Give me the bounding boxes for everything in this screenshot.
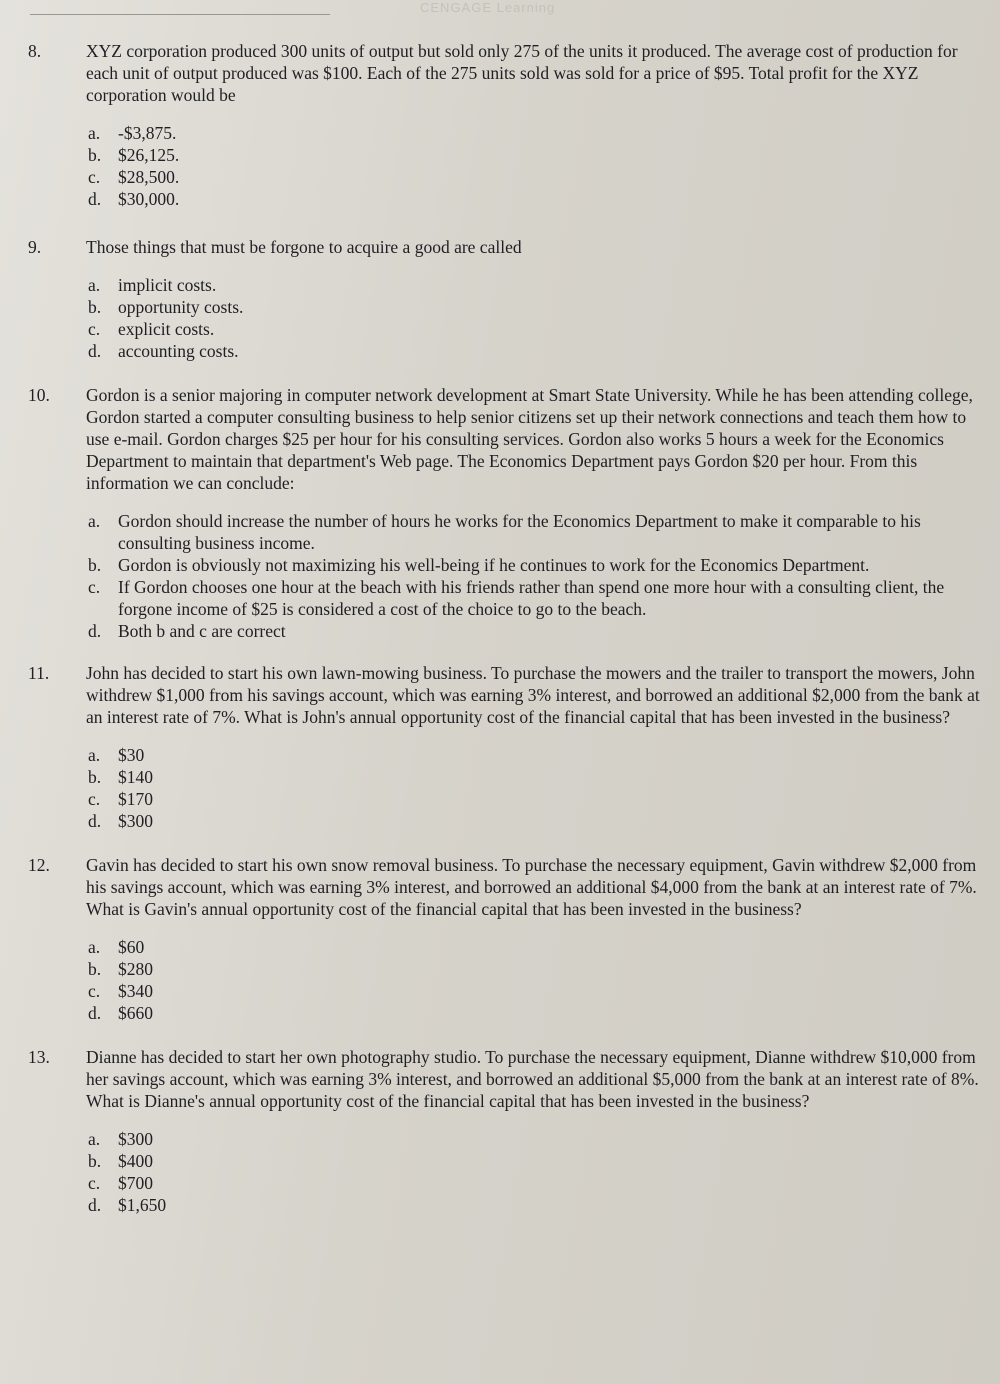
option-letter: b. xyxy=(88,297,102,317)
option-text: opportunity costs. xyxy=(118,297,244,317)
option-text: $280 xyxy=(118,959,153,979)
option-letter: a. xyxy=(88,511,101,531)
option-letter: c. xyxy=(88,1173,101,1193)
answer-option-d[interactable] xyxy=(86,340,983,362)
question-text: Gavin has decided to start his own snow removal business. To purchase the necessary equipment, Gavin withdrew $2,000 from his savings account, which was earning 3% interest, and borrowed an additional $4,000 from the bank at an interest rate of 7%. What is Gavin's annual opportunity cost of the financial capital that has been invested in the business? xyxy=(86,855,977,919)
answer-option-a[interactable] xyxy=(86,510,983,554)
question-text: XYZ corporation produced 300 units of output but sold only 275 of the units it produced. The average cost of production for each unit of output produced was $100. Each of the 275 units sold was sold for a price of $95. Total profit for the XYZ corporation would be xyxy=(86,41,958,105)
answer-option-a[interactable] xyxy=(86,122,983,144)
answer-option-c[interactable] xyxy=(86,788,983,810)
option-text: $28,500. xyxy=(118,167,180,187)
option-letter: d. xyxy=(88,621,102,641)
option-letter: c. xyxy=(88,577,101,597)
option-text: $400 xyxy=(118,1151,153,1171)
option-text: $1,650 xyxy=(118,1195,167,1215)
option-text: accounting costs. xyxy=(118,341,239,361)
question-number: 12. xyxy=(28,855,50,875)
answer-option-c[interactable] xyxy=(86,318,983,340)
question-9 xyxy=(28,236,983,362)
question-10 xyxy=(28,384,983,642)
option-letter: a. xyxy=(88,1129,101,1149)
question-8 xyxy=(28,40,983,210)
option-letter: d. xyxy=(88,811,102,831)
option-letter: b. xyxy=(88,1151,102,1171)
answer-option-a[interactable] xyxy=(86,936,983,958)
answer-option-b[interactable] xyxy=(86,958,983,980)
option-letter: c. xyxy=(88,319,101,339)
answer-option-a[interactable] xyxy=(86,744,983,766)
question-number: 10. xyxy=(28,385,50,405)
question-number: 11. xyxy=(28,663,50,683)
answer-options xyxy=(86,936,983,1024)
option-text: If Gordon chooses one hour at the beach with his friends rather than spend one more hour with a consulting client, the forgone income of $25 is considered a cost of the choice to go to the beach. xyxy=(118,577,945,619)
question-13 xyxy=(28,1046,983,1216)
option-letter: c. xyxy=(88,981,101,1001)
option-text: -$3,875. xyxy=(118,123,177,143)
option-text: implicit costs. xyxy=(118,275,217,295)
option-letter: b. xyxy=(88,145,102,165)
answer-option-d[interactable] xyxy=(86,1194,983,1216)
option-letter: b. xyxy=(88,555,102,575)
option-letter: a. xyxy=(88,123,101,143)
answer-option-d[interactable] xyxy=(86,1002,983,1024)
option-text: Gordon is obviously not maximizing his well-being if he continues to work for the Economics Department. xyxy=(118,555,870,575)
option-letter: c. xyxy=(88,789,101,809)
answer-options xyxy=(86,1128,983,1216)
option-text: $30 xyxy=(118,745,145,765)
question-11 xyxy=(28,662,983,832)
answer-option-d[interactable] xyxy=(86,188,983,210)
question-number: 9. xyxy=(28,237,42,257)
option-letter: b. xyxy=(88,959,102,979)
answer-option-a[interactable] xyxy=(86,274,983,296)
answer-options xyxy=(86,122,983,210)
answer-option-b[interactable] xyxy=(86,554,983,576)
answer-option-c[interactable] xyxy=(86,576,983,620)
option-text: $660 xyxy=(118,1003,153,1023)
option-text: Both b and c are correct xyxy=(118,621,286,641)
answer-options xyxy=(86,274,983,362)
answer-option-b[interactable] xyxy=(86,144,983,166)
option-letter: d. xyxy=(88,1195,102,1215)
answer-option-b[interactable] xyxy=(86,1150,983,1172)
answer-option-c[interactable] xyxy=(86,980,983,1002)
question-text: Dianne has decided to start her own photography studio. To purchase the necessary equipment, Dianne withdrew $10,000 from her savings account, which was earning 3% interest, and borrowed an additional $5,000 from the bank at an interest rate of 8%. What is Dianne's annual opportunity cost of the financial capital that has been invested in the business? xyxy=(86,1047,979,1111)
option-letter: c. xyxy=(88,167,101,187)
option-text: $140 xyxy=(118,767,153,787)
option-letter: a. xyxy=(88,937,101,957)
option-letter: b. xyxy=(88,767,102,787)
option-text: explicit costs. xyxy=(118,319,215,339)
option-letter: d. xyxy=(88,341,102,361)
option-letter: d. xyxy=(88,189,102,209)
option-text: $340 xyxy=(118,981,153,1001)
option-text: $300 xyxy=(118,811,153,831)
question-number: 8. xyxy=(28,41,42,61)
answer-options xyxy=(86,744,983,832)
answer-options xyxy=(86,510,983,642)
question-text: John has decided to start his own lawn-mowing business. To purchase the mowers and the trailer to transport the mowers, John withdrew $1,000 from his savings account, which was earning 3% interest, and borrowed an additional $2,000 from the bank at an interest rate of 7%. What is John's annual opportunity cost of the financial capital that has been invested in the business? xyxy=(86,663,980,727)
option-text: $60 xyxy=(118,937,145,957)
option-letter: a. xyxy=(88,745,101,765)
answer-option-d[interactable] xyxy=(86,620,983,642)
faint-header-text: CENGAGE Learning xyxy=(420,0,556,15)
answer-option-b[interactable] xyxy=(86,296,983,318)
option-text: $170 xyxy=(118,789,153,809)
option-text: $30,000. xyxy=(118,189,180,209)
answer-option-a[interactable] xyxy=(86,1128,983,1150)
option-text: Gordon should increase the number of hours he works for the Economics Department to make it comparable to his consulting business income. xyxy=(118,511,921,553)
question-text: Gordon is a senior majoring in computer network development at Smart State University. While he has been attending college, Gordon started a computer consulting business to help senior citizens set up their network connections and teach them how to use e-mail. Gordon charges $25 per hour for his consulting services. Gordon also works 5 hours a week for the Economics Department to maintain that department's Web page. The Economics Department pays Gordon $20 per hour. From this information we can conclude: xyxy=(86,385,973,493)
question-sheet xyxy=(28,40,983,1236)
question-12 xyxy=(28,854,983,1024)
question-text: Those things that must be forgone to acquire a good are called xyxy=(86,237,522,257)
option-letter: a. xyxy=(88,275,101,295)
top-rule xyxy=(30,14,330,15)
answer-option-c[interactable] xyxy=(86,1172,983,1194)
option-letter: d. xyxy=(88,1003,102,1023)
question-number: 13. xyxy=(28,1047,50,1067)
option-text: $300 xyxy=(118,1129,153,1149)
answer-option-b[interactable] xyxy=(86,766,983,788)
option-text: $26,125. xyxy=(118,145,180,165)
answer-option-d[interactable] xyxy=(86,810,983,832)
option-text: $700 xyxy=(118,1173,153,1193)
answer-option-c[interactable] xyxy=(86,166,983,188)
